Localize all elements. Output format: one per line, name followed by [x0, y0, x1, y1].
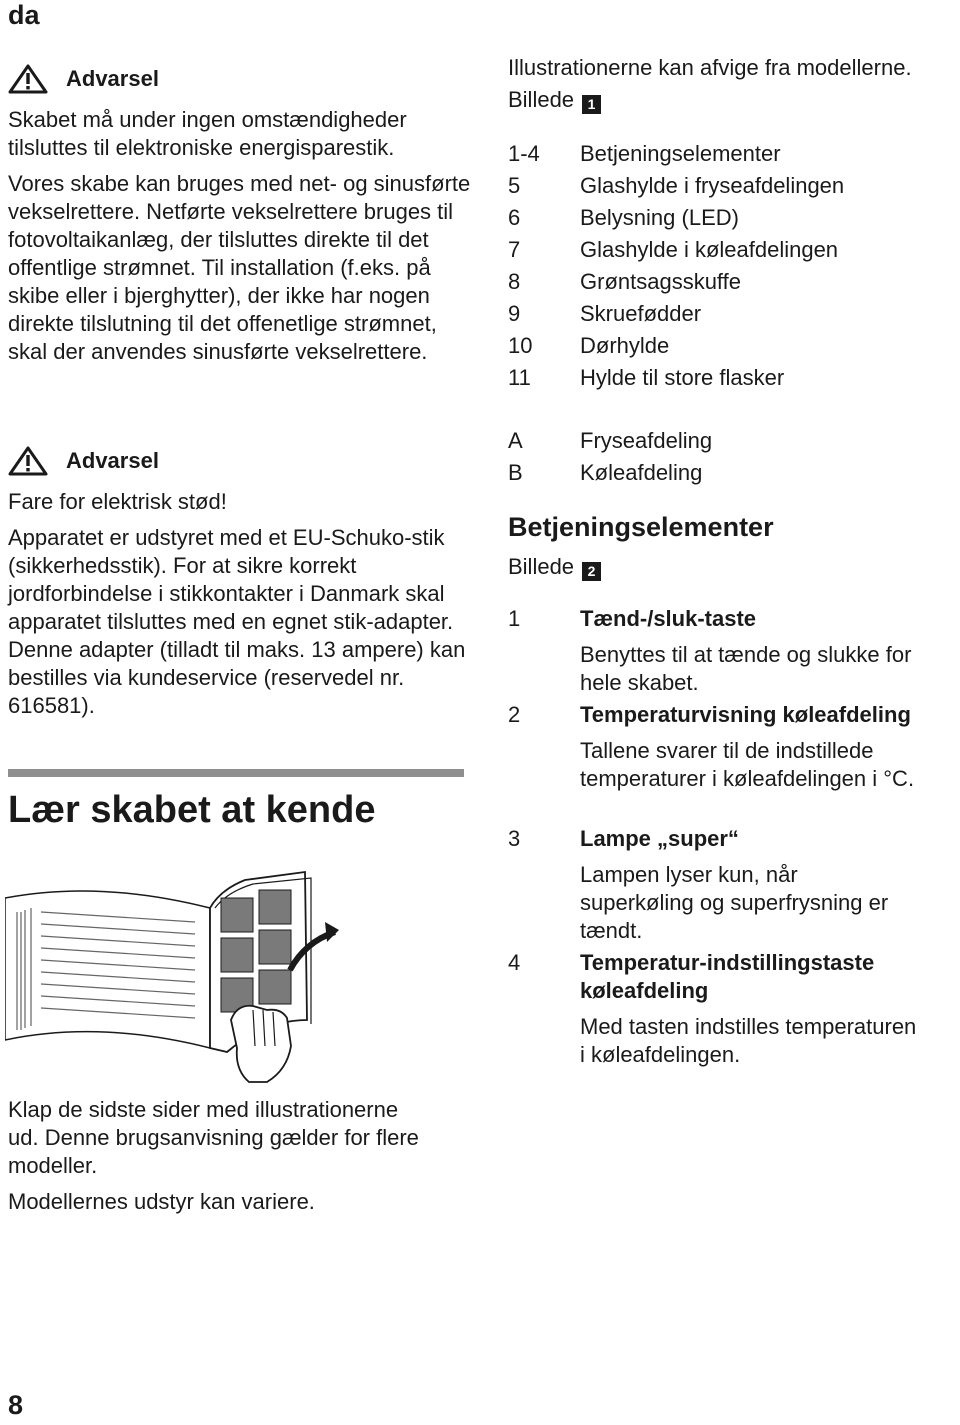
fold-out-manual-illustration: [5, 870, 340, 1085]
fold-out-caption: Klap de sidste sider med illustrationerne ud. Denne brugsanvisning gælder for flere modeller.: [8, 1097, 419, 1178]
warning-text: Skabet må under ingen omstændigheder tilsluttes til elektroniske energisparestik.: [8, 107, 407, 160]
equipment-note: Modellernes udstyr kan variere.: [8, 1189, 315, 1214]
control-description: Benyttes til at tænde og slukke for hele skabet.: [580, 642, 912, 695]
legend-item: B Køleafdeling: [508, 460, 703, 485]
control-number: 1: [508, 606, 521, 631]
compartments-legend: [508, 425, 958, 489]
legend-item: A Fryseafdeling: [508, 428, 713, 453]
section-rule: [8, 769, 464, 777]
control-description: Tallene svarer til de indstillede temperaturer i køleafdelingen i °C.: [580, 738, 915, 791]
controls-heading: Betjeningselementer: [508, 512, 774, 542]
warning-electronic-plugs: [8, 64, 473, 162]
legend-item: 10 Dørhylde: [508, 333, 670, 358]
warning-electric-shock: [8, 446, 473, 720]
control-description: Med tasten indstilles temperaturen i køleafdelingen.: [580, 1014, 917, 1067]
control-number: 3: [508, 826, 521, 851]
figure-reference: [508, 84, 958, 116]
legend-item: 8 Grøntsagsskuffe: [508, 269, 741, 294]
legend-item: 7 Glashylde i køleafdelingen: [508, 237, 839, 262]
warning-icon: [8, 64, 48, 94]
illustration-note: [508, 52, 958, 116]
control-item: [508, 605, 958, 697]
intro-text: Illustrationerne kan afvige fra modellerne.: [508, 55, 912, 80]
legend-item: 11 Hylde til store flasker: [508, 365, 785, 390]
warning-title: Advarsel: [66, 448, 159, 473]
page-number: 8: [8, 1390, 24, 1420]
figure-label: Billede: [508, 87, 575, 112]
figure-number-badge: 2: [582, 562, 601, 581]
control-title: Lampe „super“: [580, 826, 739, 851]
control-item: [508, 949, 958, 1069]
control-item: [508, 825, 958, 945]
control-description: Lampen lyser kun, når superkøling og superfrysning er tændt.: [580, 862, 889, 943]
legend-item: 5 Glashylde i fryseafdelingen: [508, 173, 845, 198]
control-title: Temperatur-indstillingstaste køleafdeling: [580, 950, 875, 1003]
language-tag: da: [8, 0, 40, 30]
control-number: 4: [508, 950, 521, 975]
legend-item: 9 Skruefødder: [508, 301, 702, 326]
inverter-paragraph: Vores skabe kan bruges med net- og sinusførte vekselrettere. Netførte vekselrettere bruges til fotovoltaikanlæg, der tilsluttes direkte til det offentlige strømnet. Til installation (f.eks. på skibe eller i bjerghytter), der ikke har nogen direkte tilslutning til det offenetlige strømnet, skal der anvendes sinusførte vekselrettere.: [8, 171, 471, 364]
control-title: Tænd-/sluk-taste: [580, 606, 757, 631]
parts-legend: [508, 138, 958, 394]
section-heading: Lær skabet at kende: [8, 789, 376, 831]
figure-reference: [508, 551, 958, 583]
figure-label: Billede: [508, 554, 575, 579]
control-item: [508, 701, 958, 793]
legend-item: 6 Belysning (LED): [508, 205, 739, 230]
figure-number-badge: 1: [582, 95, 601, 114]
legend-item: 1-4 Betjeningselementer: [508, 141, 781, 166]
control-title: Temperaturvisning køleafdeling: [580, 702, 911, 727]
warning-title: Advarsel: [66, 66, 159, 91]
warning-icon: [8, 446, 48, 476]
control-number: 2: [508, 702, 521, 727]
warning-text: Apparatet er udstyret med et EU-Schuko-stik (sikkerhedsstik). For at sikre korrekt jordforbindelse i stikkontakter i Danmark skal apparatet tilsluttes med en egnet stik-adapter. Denne adapter (tilladt til maks. 13 ampere) kan bestilles via kundeservice (reservedel nr. 616581).: [8, 525, 466, 718]
warning-line: Fare for elektrisk stød!: [8, 489, 227, 514]
